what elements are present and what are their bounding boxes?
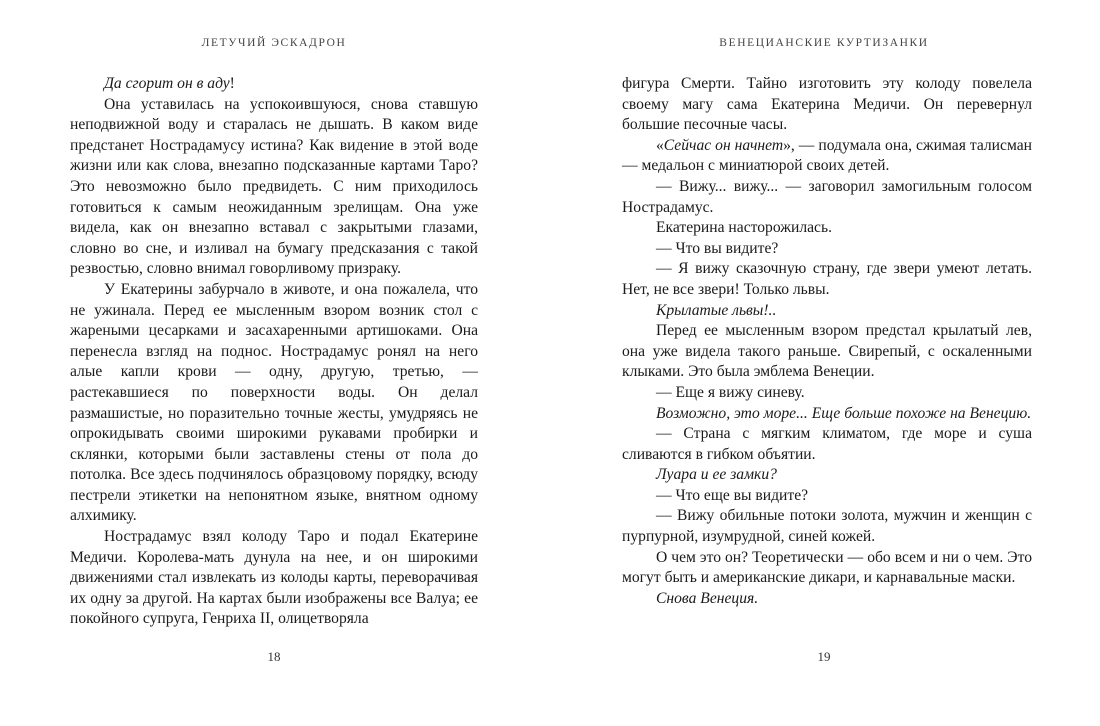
paragraph: У Екатерины забурчало в животе, и она пожалела, что не ужинала. Перед ее мысленным взором возник стол с жареными цесарками и засахаренными артишоками. Она перенесла взгляд на поднос. Нострадамус ронял на него алые капли крови — одну, другую, третью, — растекавшиеся по поверхности воды. Он делал размашистые, но поразительно точные жесты, умудряясь не опрокидывать своими широкими рукавами пробирки и склянки, которыми были заставлены стены от пола до потолка. Все здесь подчинялось образцовому порядку, всюду пестрели этикетки на непонятном языке, внятном одному алхимику. (70, 280, 478, 525)
page-number-left: 18 (267, 649, 281, 664)
paragraph: — Я вижу сказочную страну, где звери умеют летать. Нет, не все звери! Только львы. (622, 260, 1032, 298)
left-page-text (70, 74, 478, 630)
paragraph: фигура Смерти. Тайно изготовить эту колоду повелела своему магу сама Екатерина Медичи. Он перевернул большие песочные часы. (622, 75, 1032, 134)
paragraph-tail: », — подумала она, сжимая талисман — медальон с миниатюрой своих детей. (622, 136, 1032, 175)
italic-phrase: Сейчас он начнет (663, 136, 784, 154)
paragraph: О чем это он? Теоретически — обо всем и ни о чем. Это могут быть и американские дикари, и карнавальные маски. (622, 548, 1032, 587)
paragraph: — Вижу... вижу... — заговорил замогильным голосом Нострадамус. (622, 177, 1032, 216)
italic-phrase: Да сгорит он в аду (104, 75, 230, 92)
paragraph-italic: Крылатые львы!.. (656, 301, 777, 319)
paragraph: — Что еще вы видите? (656, 486, 809, 504)
running-head-right: ВЕНЕЦИАНСКИЕ КУРТИЗАНКИ (719, 37, 929, 49)
paragraph: Она уставилась на успокоившуюся, снова ставшую неподвижной воду и старалась не дышать. В каком виде предстанет Нострадамусу истина? Как видение в этой воде жизни или как слова, внезапно подсказанные картами Таро? Это невозможно было предвидеть. С ним приходилось готовиться к самым неожиданным зрелищам. Она уже видела, как он внезапно вставал с закрытыми глазами, словно во сне, и изливал на бумагу предсказания с такой резвостью, словно внимал говорливому призраку. (70, 95, 478, 278)
paragraph: — Еще я вижу синеву. (656, 383, 805, 401)
paragraph: Нострадамус взял колоду Таро и подал Екатерине Медичи. Королева-мать дунула на нее, и он широкими движениями стал извлекать из колоды карты, переворачивая их одну за другой. На картах были изображены все Валуа; ее покойного супруга, Генриха II, олицетворяла (70, 528, 478, 628)
paragraph-italic: Возможно, это море... Еще больше похоже на Венецию. (656, 404, 1032, 422)
running-head-left: ЛЕТУЧИЙ ЭСКАДРОН (201, 37, 347, 49)
paragraph-tail: ! (229, 75, 235, 92)
paragraph: Екатерина насторожилась. (656, 219, 832, 237)
page-number-right: 19 (817, 649, 831, 664)
paragraph: — Страна с мягким климатом, где море и суша сливаются в гибком объятии. (622, 425, 1032, 463)
open-quote: « (656, 136, 664, 154)
paragraph (70, 74, 478, 95)
paragraph-italic: Луара и ее замки? (656, 466, 777, 484)
right-page (550, 0, 1100, 726)
right-page-text (622, 74, 1032, 609)
paragraph (622, 136, 1032, 177)
paragraph: Перед ее мысленным взором предстал крылатый лев, она уже видела такого раньше. Свирепый, с оскаленными клыками. Это была эмблема Венеции. (622, 322, 1032, 381)
paragraph-italic: Снова Венеция. (656, 589, 759, 607)
paragraph: — Что вы видите? (656, 239, 779, 257)
paragraph: — Вижу обильные потоки золота, мужчин и женщин с пурпурной, изумрудной, синей кожей. (622, 507, 1032, 546)
